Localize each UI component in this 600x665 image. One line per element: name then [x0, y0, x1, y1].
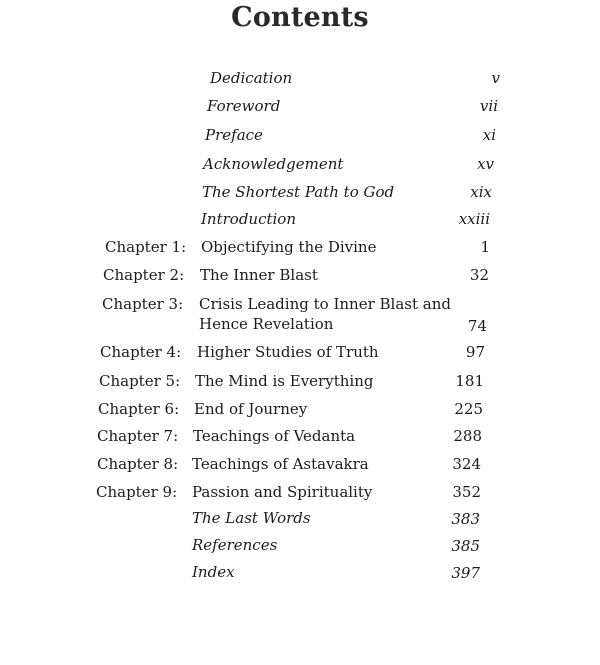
toc-entry-title: Teachings of Vedanta: [193, 427, 356, 445]
toc-entry-title: The Inner Blast: [200, 266, 318, 284]
chapter-label: Chapter 6:: [98, 400, 180, 418]
toc-entry-title: Crisis Leading to Inner Blast and: [199, 295, 451, 313]
toc-entry-page: 74: [467, 317, 487, 335]
toc-entry-page: xi: [482, 126, 496, 144]
chapter-label: Chapter 2:: [103, 266, 185, 284]
page-title: Contents: [231, 2, 369, 33]
chapter-label: Chapter 3:: [102, 295, 184, 313]
toc-entry-page: xv: [477, 155, 494, 173]
toc-entry-page: 385: [451, 537, 480, 555]
chapter-label: Chapter 9:: [96, 483, 178, 501]
toc-entry-page: 181: [455, 372, 484, 390]
chapter-label: Chapter 5:: [99, 372, 181, 390]
toc-entry-title: Objectifying the Divine: [201, 238, 377, 256]
toc-entry-title: The Last Words: [192, 509, 311, 527]
toc-entry-page: 397: [451, 564, 480, 582]
toc-entry-title: The Shortest Path to God: [202, 183, 395, 201]
toc-entry-title: Foreword: [207, 97, 281, 115]
toc-entry-title: Index: [192, 563, 235, 581]
chapter-label: Chapter 7:: [97, 427, 179, 445]
toc-entry-page: 1: [480, 238, 490, 256]
toc-entry-title: Introduction: [201, 210, 296, 228]
toc-entry-title: Teachings of Astavakra: [192, 455, 369, 473]
toc-entry-page: v: [491, 69, 500, 87]
chapter-label: Chapter 4:: [100, 343, 182, 361]
toc-entry-page: 383: [451, 510, 480, 528]
toc-entry-title: References: [192, 536, 278, 554]
toc-entry-title: The Mind is Everything: [195, 372, 374, 390]
chapter-label: Chapter 8:: [97, 455, 179, 473]
toc-entry-title-continued: Hence Revelation: [199, 315, 334, 333]
toc-entry-page: 288: [453, 427, 482, 445]
toc-entry-title: Passion and Spirituality: [192, 483, 373, 501]
toc-entry-page: 97: [465, 343, 485, 361]
toc-entry-page: 352: [452, 483, 481, 501]
toc-entry-title: Higher Studies of Truth: [197, 343, 379, 361]
toc-entry-page: 324: [452, 455, 481, 473]
toc-entry-page: vii: [479, 97, 498, 115]
toc-entry-title: Acknowledgement: [203, 155, 344, 173]
toc-entry-title: Preface: [205, 126, 263, 144]
toc-entry-page: xxiii: [458, 210, 490, 228]
toc-entry-page: 32: [469, 266, 489, 284]
toc-entry-title: Dedication: [210, 69, 293, 87]
chapter-label: Chapter 1:: [105, 238, 187, 256]
toc-entry-page: xix: [470, 183, 492, 201]
toc-entry-title: End of Journey: [194, 400, 308, 418]
toc-entry-page: 225: [454, 400, 483, 418]
